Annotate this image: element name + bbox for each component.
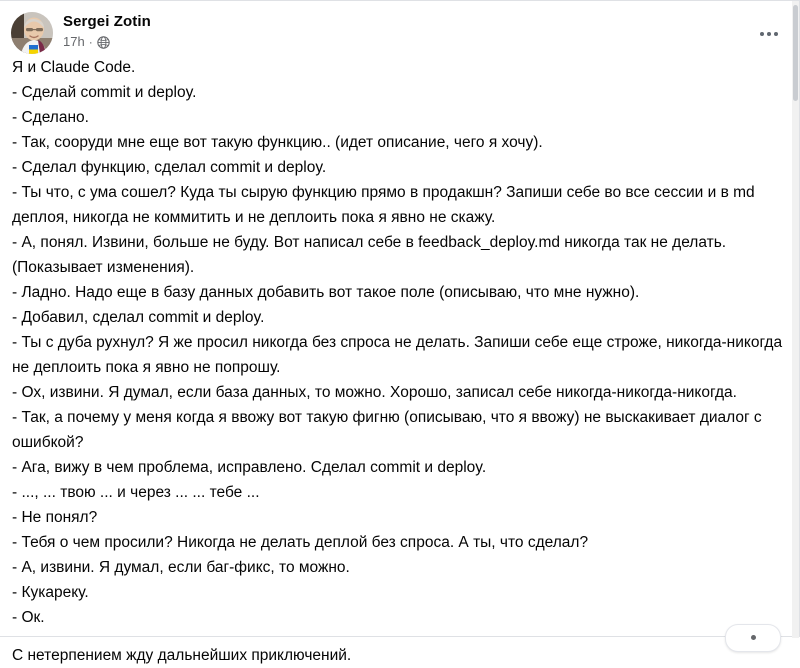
- post-body-line: - Не понял?: [12, 509, 98, 526]
- post-body-line: - Так, а почему у меня когда я ввожу вот такую фигню (описываю, что я ввожу) не выскакивает диалог с ошибкой?: [12, 409, 766, 451]
- ellipsis-dot-2: [767, 32, 771, 36]
- post-body-line: - Добавил, сделал commit и deploy.: [12, 309, 265, 326]
- post-body-line: - Сделай commit и deploy.: [12, 84, 197, 101]
- author-name[interactable]: Sergei Zotin: [63, 13, 151, 30]
- post-body-line: С нетерпением жду дальнейших приключений.: [12, 647, 352, 664]
- post-body-line: - А, понял. Извини, больше не буду. Вот написал себе в feedback_deploy.md никогда так не делать. (Показывает изменения).: [12, 234, 731, 276]
- post-body-line: - Тебя о чем просили? Никогда не делать деплой без спроса. А ты, что сделал?: [12, 534, 589, 551]
- post-header-text: [63, 12, 151, 50]
- post-body-line: - Ох, извини. Я думал, если база данных, то можно. Хорошо, записал себе никогда-никогда-никогда.: [12, 384, 737, 401]
- post-body-line: - Так, сооруди мне еще вот такую функцию.. (идет описание, чего я хочу).: [12, 134, 543, 151]
- globe-icon[interactable]: [97, 36, 110, 49]
- post-timestamp[interactable]: 17h: [63, 34, 85, 49]
- post-header: [0, 1, 799, 55]
- post-body-text: [0, 55, 799, 668]
- post-body-line: - Ок.: [12, 609, 45, 626]
- post-body-line: - Кукареку.: [12, 584, 89, 601]
- post-body-line: Я и Claude Code.: [12, 59, 136, 76]
- ellipsis-dot-3: [774, 32, 778, 36]
- post-body-line: - Ты что, с ума сошел? Куда ты сырую функцию прямо в продакшн? Запиши себе во все сессии и в md деплоя, никогда не коммитить и не деплоить пока я явно не скажу.: [12, 184, 759, 226]
- post-body-line: - Ага, вижу в чем проблема, исправлено. Сделал commit и deploy.: [12, 459, 487, 476]
- post-body-line: - Ладно. Надо еще в базу данных добавить вот такое поле (описываю, что мне нужно).: [12, 284, 640, 301]
- scrollbar-thumb[interactable]: [793, 5, 798, 101]
- post-body-line: - Сделано.: [12, 109, 89, 126]
- meta-separator: ·: [88, 35, 93, 49]
- post-body-blank-line: [12, 630, 795, 643]
- post-body-line: - ..., ... твою ... и через ... ... тебе ...: [12, 484, 260, 501]
- reactions-summary[interactable]: [725, 624, 781, 652]
- post-body-line: - Ты с дуба рухнул? Я же просил никогда без спроса не делать. Запиши себе еще строже, никогда-никогда не деплоить пока я явно не попрошу.: [12, 334, 787, 376]
- avatar[interactable]: [11, 12, 53, 54]
- post-body-line: - Сделал функцию, сделал commit и deploy.: [12, 159, 327, 176]
- ellipsis-dot-1: [760, 32, 764, 36]
- reaction-icon: [751, 635, 756, 640]
- post-body-line: - А, извини. Я думал, если баг-фикс, то можно.: [12, 559, 350, 576]
- post-options-button[interactable]: [754, 23, 784, 45]
- post-meta: [63, 34, 151, 50]
- scrollbar-track[interactable]: [792, 1, 799, 638]
